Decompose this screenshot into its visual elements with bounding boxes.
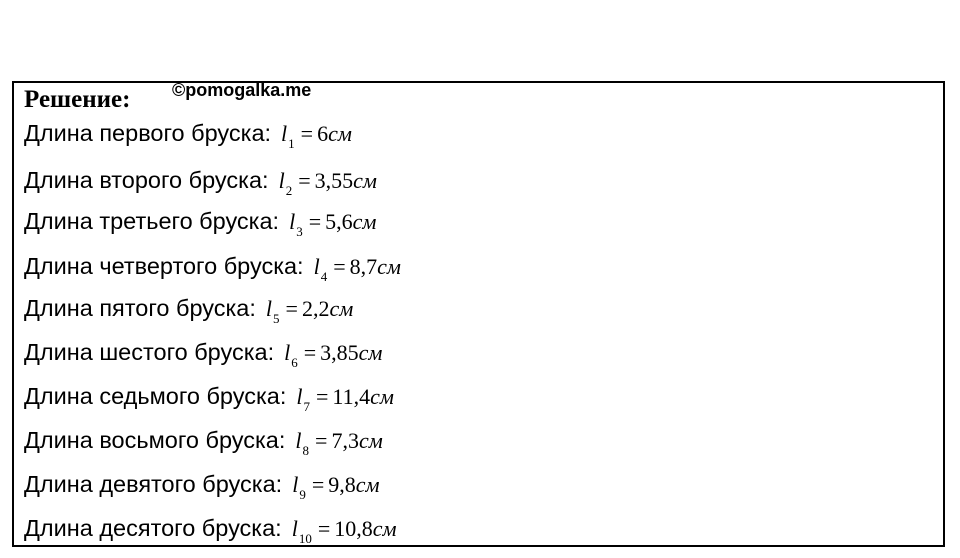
row-label: Длина четвертого бруска: xyxy=(24,253,304,279)
subscript: 10 xyxy=(298,531,312,546)
variable: l xyxy=(289,209,296,234)
row-label: Длина пятого бруска: xyxy=(24,295,256,321)
subscript: 1 xyxy=(288,136,295,151)
value: 9,8 xyxy=(328,472,356,497)
value: 2,2 xyxy=(301,296,330,321)
value: 6 xyxy=(317,121,329,146)
length-row xyxy=(24,469,380,502)
length-row xyxy=(24,425,383,458)
subscript: 5 xyxy=(273,311,280,326)
row-label: Длина шестого бруска: xyxy=(24,339,275,365)
equals-sign: = xyxy=(303,340,317,365)
value: 5,6 xyxy=(325,209,353,234)
unit: см xyxy=(328,121,352,146)
subscript: 7 xyxy=(303,399,310,414)
equals-sign: = xyxy=(333,254,346,279)
unit: см xyxy=(355,472,380,497)
formula xyxy=(296,384,394,414)
value: 8,7 xyxy=(349,254,378,279)
solution-box xyxy=(12,81,945,547)
length-row xyxy=(24,513,397,546)
value: 3,55 xyxy=(314,168,354,193)
length-row xyxy=(24,293,354,326)
unit: см xyxy=(352,209,377,234)
row-label: Длина восьмого бруска: xyxy=(24,427,286,453)
equals-sign: = xyxy=(285,296,298,321)
solution-title: Решение: xyxy=(24,86,131,113)
length-row xyxy=(24,118,352,151)
watermark: ©pomogalka.me xyxy=(172,80,312,100)
subscript: 9 xyxy=(299,487,306,502)
formula xyxy=(289,209,377,239)
row-label: Длина третьего бруска: xyxy=(24,208,280,234)
subscript: 6 xyxy=(291,355,298,370)
unit: см xyxy=(358,428,383,453)
formula xyxy=(265,296,354,326)
variable: l xyxy=(284,340,291,365)
row-label: Длина девятого бруска: xyxy=(24,471,283,497)
length-row xyxy=(24,206,377,239)
formula xyxy=(281,121,352,151)
formula xyxy=(291,516,397,546)
equals-sign: = xyxy=(300,121,314,146)
unit: см xyxy=(377,254,401,279)
variable: l xyxy=(292,472,299,497)
variable: l xyxy=(281,121,288,146)
equals-sign: = xyxy=(316,384,329,409)
row-label: Длина второго бруска: xyxy=(24,167,269,193)
equals-sign: = xyxy=(317,516,331,541)
formula xyxy=(313,254,401,284)
subscript: 2 xyxy=(285,183,293,198)
equals-sign: = xyxy=(315,428,328,453)
unit: см xyxy=(370,384,394,409)
formula xyxy=(292,472,380,502)
subscript: 4 xyxy=(320,269,328,284)
variable: l xyxy=(296,384,303,409)
equals-sign: = xyxy=(308,209,322,234)
value: 7,3 xyxy=(331,428,359,453)
variable: l xyxy=(278,168,285,193)
unit: см xyxy=(358,340,383,365)
variable: l xyxy=(265,296,273,321)
value: 11,4 xyxy=(332,384,371,409)
length-row xyxy=(24,337,383,370)
formula xyxy=(295,428,383,458)
unit: см xyxy=(329,296,354,321)
unit: см xyxy=(353,168,377,193)
row-label: Длина первого бруска: xyxy=(24,120,272,146)
subscript: 3 xyxy=(296,224,303,239)
formula xyxy=(284,340,383,370)
variable: l xyxy=(313,254,320,279)
value: 10,8 xyxy=(334,516,373,541)
formula xyxy=(278,168,377,198)
length-row xyxy=(24,251,401,284)
variable: l xyxy=(291,516,298,541)
equals-sign: = xyxy=(298,168,311,193)
row-label: Длина десятого бруска: xyxy=(24,515,282,541)
variable: l xyxy=(295,428,302,453)
equals-sign: = xyxy=(311,472,325,497)
length-row xyxy=(24,381,394,414)
row-label: Длина седьмого бруска: xyxy=(24,383,287,409)
subscript: 8 xyxy=(302,443,310,458)
length-row xyxy=(24,165,377,198)
unit: см xyxy=(372,516,397,541)
value: 3,85 xyxy=(320,340,359,365)
